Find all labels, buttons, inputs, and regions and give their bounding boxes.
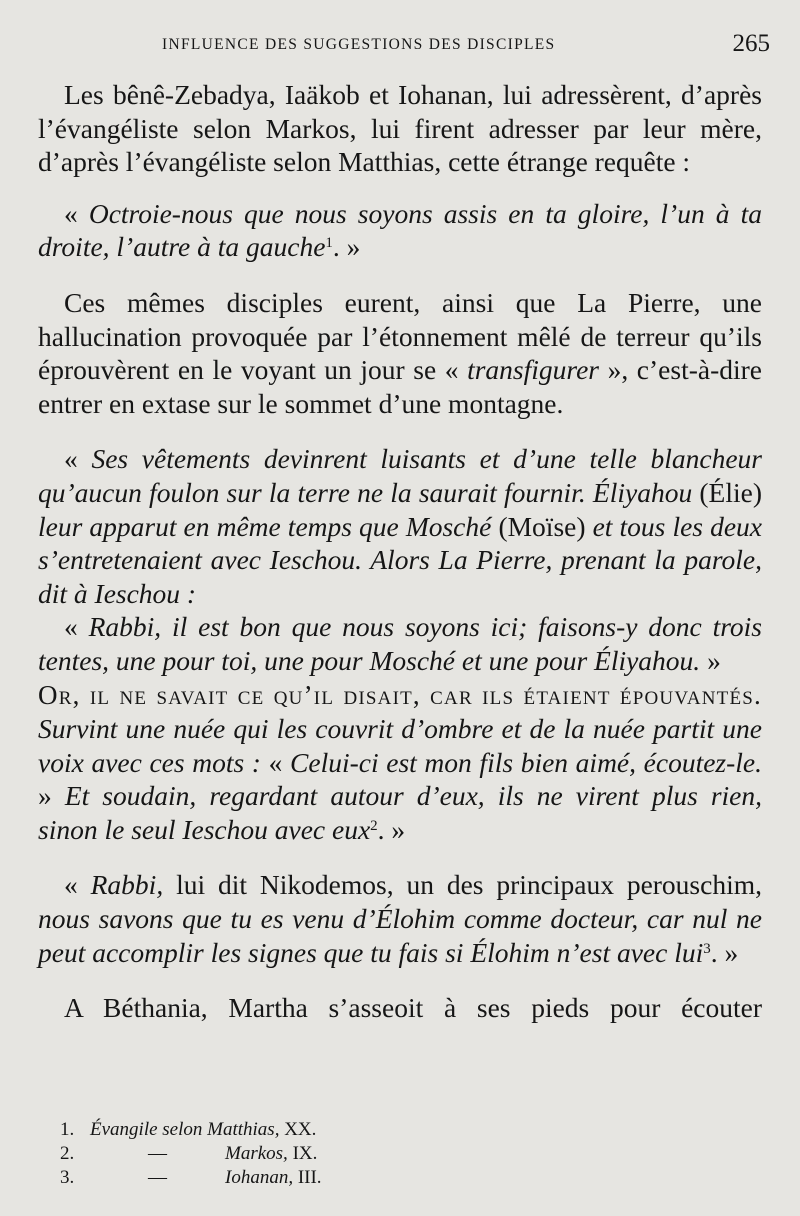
quote-open: « xyxy=(64,197,89,229)
quote-text: Rabbi, il est bon que nous soyons ici; faisons-y donc trois tentes, une pour toi, une pour Mosché et une pour Éliyahou. xyxy=(38,611,762,676)
quote-close: . » xyxy=(332,231,361,263)
footnote-source: Évangile selon Matthias, xyxy=(90,1119,280,1140)
quote-text-c: et tous les deux s’entretenaient avec Ieschou. Alors La Pierre, prenant la parole, dit à Ieschou : xyxy=(38,510,762,609)
paragraph-text: A Béthania, Martha s’asseoit à ses pieds pour écouter xyxy=(64,992,762,1024)
quote-text-b: Celui-ci est mon fils bien aimé, écoutez-le. xyxy=(290,746,762,778)
footnote-ref-2: 2 xyxy=(370,817,378,834)
small-caps-text: Or, il ne savait ce qu’il disait, car ils étaient épouvantés. xyxy=(38,679,762,710)
quote-request xyxy=(38,197,762,264)
quote-nikodemos xyxy=(38,868,762,969)
footnote-source: Markos, xyxy=(225,1143,288,1164)
main-text xyxy=(38,78,762,1025)
footnote-3 xyxy=(60,1166,480,1190)
quote-rabbi-tentes xyxy=(38,610,762,677)
quote-text-a: Survint une nuée qui les couvrit d’ombre et de la nuée partit une voix avec ces mots : xyxy=(38,713,762,778)
quote-open: « xyxy=(64,611,89,643)
footnote-number: 3. xyxy=(60,1167,75,1188)
paragraph-text: Ces mêmes disciples eurent, ainsi que La Pierre, une hallucination provoquée par l’étonnement mêlé de terreur qu’ils éprouvèrent en le voyant un jour se « xyxy=(38,286,762,386)
paragraph-text: Les bênê-Zebadya, Iaäkob et Iohanan, lui adressèrent, d’après l’évangéliste selon Markos, lui firent adresser par leur mère, d’après l’évangéliste selon Matthias, cette étrange requête : xyxy=(38,79,762,178)
footnotes xyxy=(60,1118,480,1190)
footnote-ref-1: 1 xyxy=(325,235,333,252)
emphasis-transfigurer: transfigurer xyxy=(467,354,600,386)
quote-text-b: nous savons que tu es venu d’Élohim comme docteur, car nul ne peut accomplir les signes que tu fais si Élohim n’est avec lui xyxy=(38,903,762,968)
footnote-1 xyxy=(60,1118,480,1142)
footnote-number: 2. xyxy=(60,1143,75,1164)
paragraph-nuee xyxy=(38,678,762,847)
quote-open-inner: « xyxy=(268,746,291,778)
running-header xyxy=(38,30,770,60)
quote-close: . » xyxy=(377,813,406,845)
running-title: INFLUENCE DES SUGGESTIONS DES DISCIPLES xyxy=(162,36,556,53)
quote-close: » xyxy=(700,644,721,676)
quote-open: « xyxy=(64,443,92,475)
quote-text-a: Ses vêtements devinrent luisants et d’une telle blancheur qu’aucun foulon sur la terre ne la saurait fournir. Éliyahou xyxy=(38,443,762,508)
quote-close: . » xyxy=(710,936,739,968)
quote-text-a: Rabbi, xyxy=(90,869,164,901)
footnote-chapter: IX. xyxy=(287,1143,318,1164)
gloss-moise: (Moïse) xyxy=(491,510,593,542)
quote-close-inner: » xyxy=(38,780,65,812)
quote-text-c: Et soudain, regardant autour d’eux, ils ne virent plus rien, sinon le seul Ieschou avec eux xyxy=(38,780,763,845)
footnote-number: 1. xyxy=(60,1119,75,1140)
paragraph-request xyxy=(38,78,762,179)
footnote-source: Iohanan, xyxy=(225,1167,294,1188)
quote-vetements xyxy=(38,442,762,610)
footnote-chapter: III. xyxy=(293,1167,322,1188)
ditto-dash: — xyxy=(148,1167,167,1188)
quote-open: « xyxy=(64,869,91,901)
gloss-elie: (Élie) xyxy=(692,476,762,508)
narration: lui dit Nikodemos, un des principaux perouschim, xyxy=(163,869,762,901)
quote-text: Octroie-nous que nous soyons assis en ta gloire, l’un à ta droite, l’autre à ta gauche xyxy=(38,197,763,263)
page-number: 265 xyxy=(732,30,770,57)
footnote-ref-3: 3 xyxy=(703,940,711,957)
paragraph-text-end: », c’est-à-dire entrer en extase sur le sommet d’une montagne. xyxy=(38,354,762,419)
paragraph-transfiguration xyxy=(38,286,762,420)
ditto-dash: — xyxy=(148,1143,167,1164)
quote-text-b: leur apparut en même temps que Mosché xyxy=(38,510,492,542)
paragraph-bethania xyxy=(38,991,762,1025)
footnote-chapter: XX. xyxy=(279,1119,317,1140)
footnote-2 xyxy=(60,1142,480,1166)
